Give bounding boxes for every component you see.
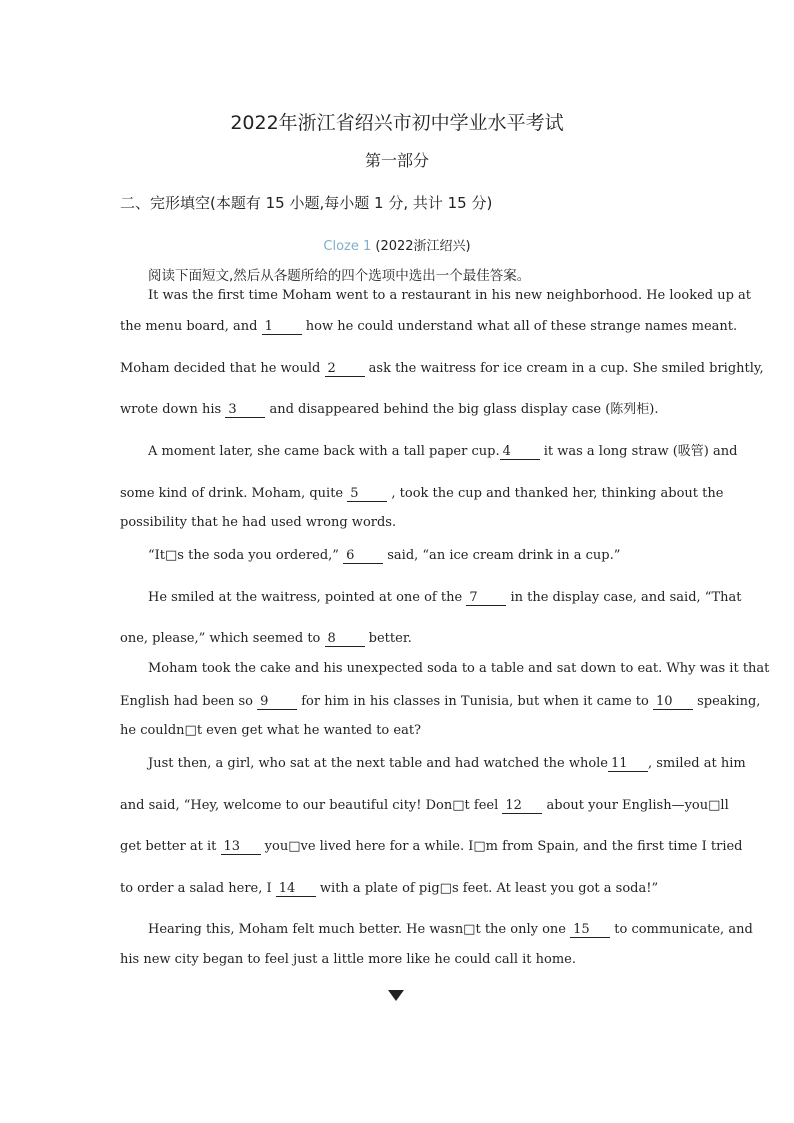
blank-9[interactable]: 9 [257, 695, 297, 710]
section-heading: 二、完形填空(本题有 15 小题,每小题 1 分, 共计 15 分) [120, 194, 493, 212]
passage-line-17: to order a salad here, I 14 with a plate of pig□s feet. At least you got a soda!” [120, 881, 659, 896]
blank-12[interactable]: 12 [502, 799, 542, 814]
passage-line-5: A moment later, she came back with a tall paper cup. 4 it was a long straw (吸管) and [148, 444, 738, 459]
passage-line-12: English had been so 9 for him in his classes in Tunisia, but when it came to 10 speaking, [120, 694, 761, 709]
blank-14[interactable]: 14 [276, 882, 316, 897]
passage-line-14: Just then, a girl, who sat at the next table and had watched the whole 11 , smiled at him [148, 756, 746, 771]
source-text: (2022浙江绍兴) [375, 239, 471, 254]
blank-2[interactable]: 2 [325, 362, 365, 377]
blank-3[interactable]: 3 [225, 403, 265, 418]
passage-line-7: possibility that he had used wrong words. [120, 515, 397, 530]
passage-line-9: He smiled at the waitress, pointed at one of the 7 in the display case, and said, “That [148, 590, 742, 605]
triangle-down-icon[interactable] [388, 990, 404, 1001]
passage-line-2: the menu board, and 1 how he could understand what all of these strange names meant. [120, 319, 738, 334]
passage-line-18: Hearing this, Moham felt much better. He wasn□t the only one 15 to communicate, and [148, 922, 753, 937]
passage-line-1: It was the first time Moham went to a restaurant in his new neighborhood. He looked up at [148, 288, 752, 303]
part-heading: 第一部分 [364, 151, 429, 170]
instruction: 阅读下面短文,然后从各题所给的四个选项中选出一个最佳答案。 [148, 268, 531, 284]
blank-7[interactable]: 7 [466, 591, 506, 606]
passage-line-8: “It□s the soda you ordered,” 6 said, “an ice cream drink in a cup.” [148, 548, 621, 563]
blank-6[interactable]: 6 [343, 549, 383, 564]
passage-line-13: he couldn□t even get what he wanted to eat? [120, 723, 422, 738]
blank-4[interactable]: 4 [500, 445, 540, 460]
blank-10[interactable]: 10 [653, 695, 693, 710]
passage-line-16: get better at it 13 you□ve lived here for a while. I□m from Spain, and the first time I tried [120, 839, 743, 854]
source-line [0, 235, 794, 254]
blank-5[interactable]: 5 [347, 487, 387, 502]
page-title: 2022年浙江省绍兴市初中学业水平考试 [230, 112, 564, 134]
passage-line-15: and said, “Hey, welcome to our beautiful city! Don□t feel 12 about your English—you□ll [120, 798, 729, 813]
blank-13[interactable]: 13 [221, 840, 261, 855]
passage-line-10: one, please,” which seemed to 8 better. [120, 631, 412, 646]
blank-8[interactable]: 8 [325, 632, 365, 647]
passage-line-3: Moham decided that he would 2 ask the waitress for ice cream in a cup. She smiled brightly, [120, 361, 764, 376]
passage-line-6: some kind of drink. Moham, quite 5 , took the cup and thanked her, thinking about the [120, 486, 724, 501]
blank-11[interactable]: 11 [608, 757, 648, 772]
passage-line-4: wrote down his 3 and disappeared behind the big glass display case (陈列柜). [120, 402, 659, 417]
passage-line-11: Moham took the cake and his unexpected soda to a table and sat down to eat. Why was it that [148, 661, 770, 676]
blank-15[interactable]: 15 [570, 923, 610, 938]
source-label: Cloze 1 [323, 239, 372, 254]
blank-1[interactable]: 1 [262, 320, 302, 335]
passage-line-19: his new city began to feel just a little more like he could call it home. [120, 952, 576, 967]
